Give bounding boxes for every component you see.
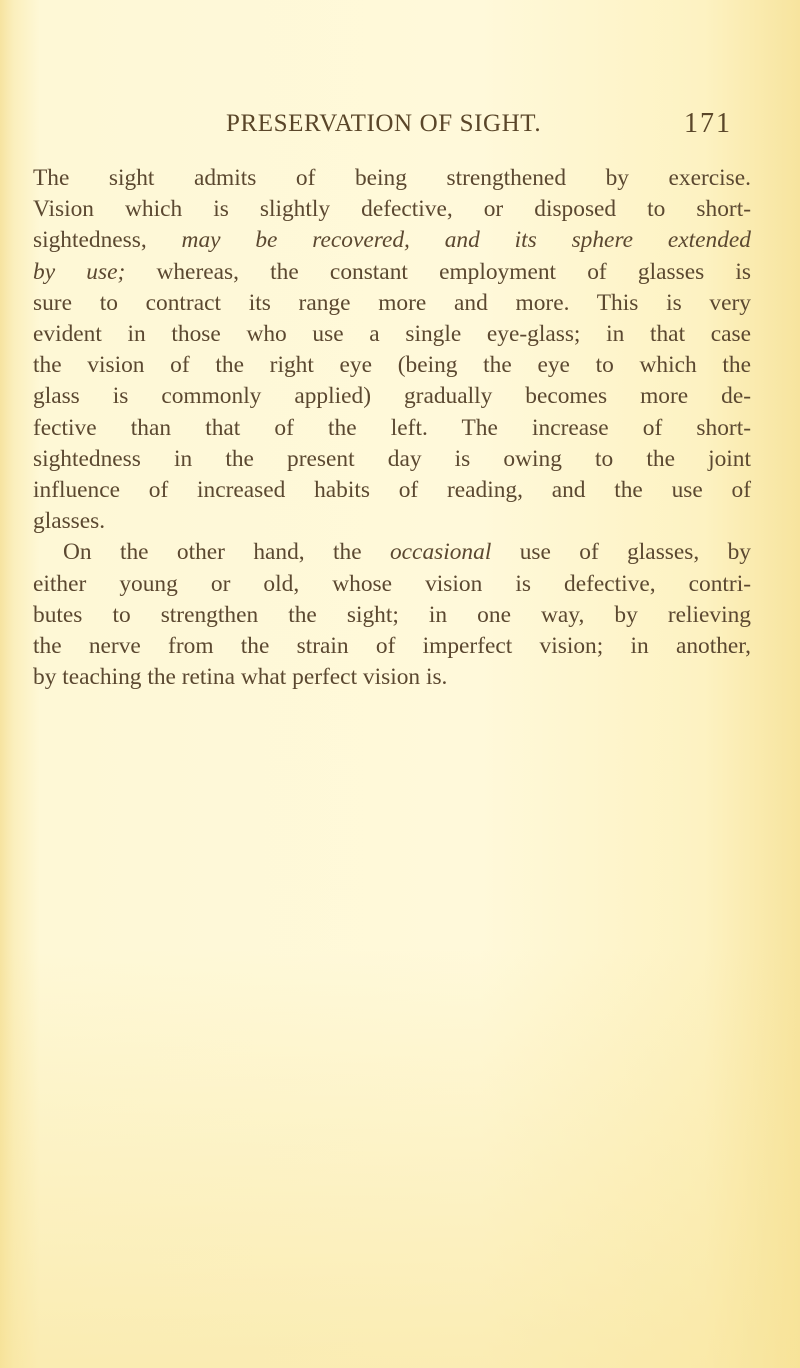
text-segment: sightedness, bbox=[33, 227, 182, 254]
text-line bbox=[33, 537, 751, 568]
paragraph-2 bbox=[33, 537, 751, 693]
text-segment: The sight admits of being strengthened by exercise. bbox=[33, 165, 751, 191]
text-segment: either young or old, whose vision is defective, contri- bbox=[33, 570, 751, 597]
text-segment: use of glasses, by bbox=[491, 539, 751, 566]
italic-text: may be recovered, and its sphere extended bbox=[181, 227, 752, 254]
text-segment: by teaching the retina what perfect vision is. bbox=[33, 664, 448, 691]
text-line bbox=[33, 569, 751, 600]
text-segment: sure to contract its range more and more. This is very bbox=[33, 289, 751, 316]
text-segment: Vision which is slightly defective, or disposed to short- bbox=[33, 196, 751, 223]
page-number: 171 bbox=[684, 108, 732, 139]
text-segment: butes to strengthen the sight; in one way, by relieving bbox=[33, 601, 751, 628]
text-line bbox=[33, 506, 751, 537]
running-head bbox=[226, 110, 746, 150]
text-line bbox=[33, 225, 751, 256]
text-line bbox=[33, 475, 751, 506]
paragraph-1 bbox=[33, 163, 751, 537]
text-line bbox=[33, 413, 751, 444]
text-line bbox=[33, 288, 751, 319]
running-title: PRESERVATION OF SIGHT. bbox=[226, 110, 542, 137]
text-segment: glass is commonly applied) gradually becomes more de- bbox=[33, 383, 751, 410]
text-segment: the vision of the right eye (being the eye to which the bbox=[33, 352, 751, 379]
text-segment: fective than that of the left. The increase of short- bbox=[33, 414, 751, 441]
text-line bbox=[33, 194, 751, 225]
text-segment: the nerve from the strain of imperfect vision; in another, bbox=[33, 633, 751, 660]
text-segment: evident in those who use a single eye-glass; in that case bbox=[33, 321, 751, 348]
text-line bbox=[33, 444, 751, 475]
text-line bbox=[33, 257, 751, 288]
body-text bbox=[33, 163, 751, 693]
italic-text: by use; bbox=[33, 258, 126, 285]
text-segment: influence of increased habits of reading, and the use of bbox=[33, 477, 751, 504]
italic-text: occasional bbox=[389, 539, 492, 566]
text-segment: glasses. bbox=[33, 508, 106, 535]
text-line bbox=[33, 631, 751, 662]
text-segment: On the other hand, the bbox=[63, 539, 390, 566]
text-line bbox=[33, 381, 751, 412]
text-line bbox=[33, 662, 751, 693]
text-line bbox=[33, 600, 751, 631]
text-line bbox=[33, 350, 751, 381]
text-segment: whereas, the constant employment of glasses is bbox=[125, 258, 751, 285]
text-segment: sightedness in the present day is owing to the joint bbox=[33, 445, 751, 472]
text-line bbox=[33, 163, 751, 194]
text-line bbox=[33, 319, 751, 350]
